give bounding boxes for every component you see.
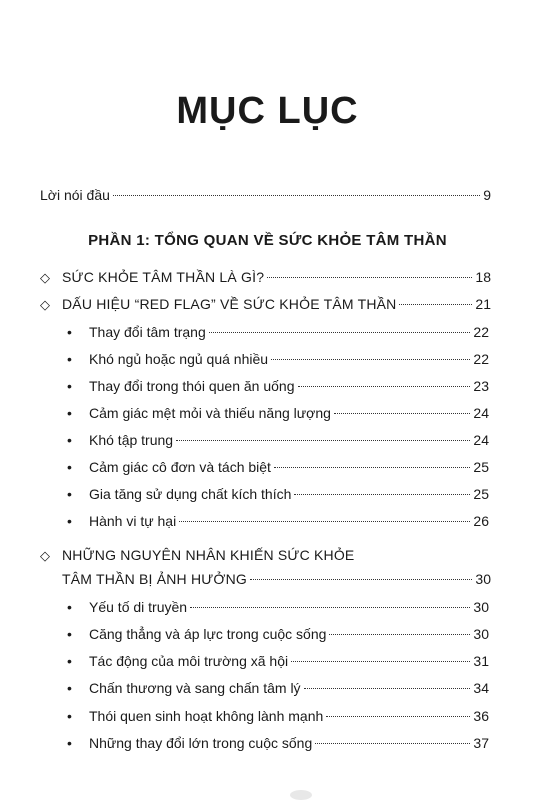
dot-leader [274,467,470,468]
bullet-icon: • [67,599,72,615]
toc-entry-page: 30 [473,599,489,615]
toc-entry-label: Thay đổi trong thói quen ăn uống [89,378,295,394]
dot-leader [267,277,472,278]
toc-entry-page: 24 [473,432,489,448]
toc-entry-label: DẤU HIỆU “RED FLAG” VỀ SỨC KHỎE TÂM THẦN [62,296,397,312]
page-edge-mark [290,790,312,800]
toc-entry-page: 18 [475,269,491,285]
toc-entry-page: 30 [473,626,489,642]
bullet-icon: • [67,653,72,669]
toc-entry-page: 26 [473,513,489,529]
dot-leader [271,359,470,360]
toc-entry-page: 34 [473,680,489,696]
bullet-icon: • [67,378,72,394]
toc-entry-page: 37 [473,735,489,751]
page-title: MỤC LỤC [176,90,359,132]
bullet-icon: • [67,708,72,724]
dot-leader [298,386,471,387]
dot-leader [329,634,470,635]
bullet-icon: • [67,459,72,475]
toc-sub-entry [63,430,489,450]
toc-sub-entry [63,376,489,396]
toc-entry-page: 21 [475,296,491,312]
toc-sub-entry [63,597,489,617]
toc-sub-entry [63,651,489,671]
toc-sub-entry [63,457,489,477]
toc-entry-page: 9 [483,187,491,203]
toc-entry-page: 31 [473,653,489,669]
toc-entry-label: Hành vi tự hại [89,513,177,529]
toc-entry-page: 24 [473,405,489,421]
part-heading: PHẦN 1: TỔNG QUAN VỀ SỨC KHỎE TÂM THẦN [88,232,447,249]
bullet-icon: • [67,513,72,529]
toc-section-entry [62,569,491,589]
toc-entry-label: Thay đổi tâm trạng [89,324,206,340]
toc-sub-entry [63,511,489,531]
dot-leader [304,688,471,689]
bullet-icon: • [67,324,72,340]
toc-entry-page: 30 [475,571,491,587]
toc-entry-label: NHỮNG NGUYÊN NHÂN KHIẾN SỨC KHỎE [62,547,355,563]
toc-sub-entry [63,484,489,504]
dot-leader [190,607,470,608]
toc-sub-entry [63,322,489,342]
toc-sub-entry [63,733,489,753]
toc-entry-label: Khó ngủ hoặc ngủ quá nhiều [89,351,269,367]
dot-leader [294,494,470,495]
toc-entry-label: SỨC KHỎE TÂM THẦN LÀ GÌ? [62,269,265,285]
bullet-icon: • [67,486,72,502]
toc-entry-label: Gia tăng sử dụng chất kích thích [89,486,292,502]
toc-sub-entry [63,624,489,644]
toc-entry-intro [40,185,491,205]
dot-leader [209,332,471,333]
toc-entry-label: Lời nói đầu [40,187,110,203]
toc-entry-page: 36 [473,708,489,724]
toc-section-entry [40,267,491,287]
toc-entry-page: 23 [473,378,489,394]
toc-entry-label: Yếu tố di truyền [89,599,188,615]
toc-section-entry [40,294,491,314]
dot-leader [179,521,470,522]
toc-entry-label: TÂM THẦN BỊ ẢNH HƯỞNG [62,571,248,587]
dot-leader [250,579,472,580]
bullet-icon: • [67,735,72,751]
toc-entry-label: Thói quen sinh hoạt không lành mạnh [89,708,324,724]
toc-sub-entry [63,678,489,698]
dot-leader [326,716,470,717]
dot-leader [113,195,480,196]
toc-entry-label: Chấn thương và sang chấn tâm lý [89,680,301,696]
toc-entry-label: Khó tập trung [89,432,174,448]
dot-leader [291,661,470,662]
bullet-icon: • [67,626,72,642]
dot-leader [315,743,470,744]
bullet-icon: • [67,432,72,448]
toc-entry-page: 25 [473,459,489,475]
diamond-icon: ◇ [40,297,50,312]
toc-section-label-line1 [40,545,354,566]
toc-entry-label: Những thay đổi lớn trong cuộc sống [89,735,313,751]
toc-sub-entry [63,349,489,369]
toc-entry-page: 25 [473,486,489,502]
toc-entry-page: 22 [473,324,489,340]
toc-entry-label: Cảm giác cô đơn và tách biệt [89,459,271,475]
bullet-icon: • [67,680,72,696]
toc-entry-label: Cảm giác mệt mỏi và thiếu năng lượng [89,405,331,421]
dot-leader [334,413,471,414]
dot-leader [176,440,470,441]
toc-entry-label: Căng thẳng và áp lực trong cuộc sống [89,626,327,642]
bullet-icon: • [67,405,72,421]
toc-entry-label: Tác động của môi trường xã hội [89,653,289,669]
diamond-icon: ◇ [40,270,50,285]
diamond-icon: ◇ [40,548,51,563]
dot-leader [399,304,472,305]
toc-entry-page: 22 [473,351,489,367]
toc-sub-entry [63,403,489,423]
bullet-icon: • [67,351,72,367]
toc-sub-entry [63,706,489,726]
